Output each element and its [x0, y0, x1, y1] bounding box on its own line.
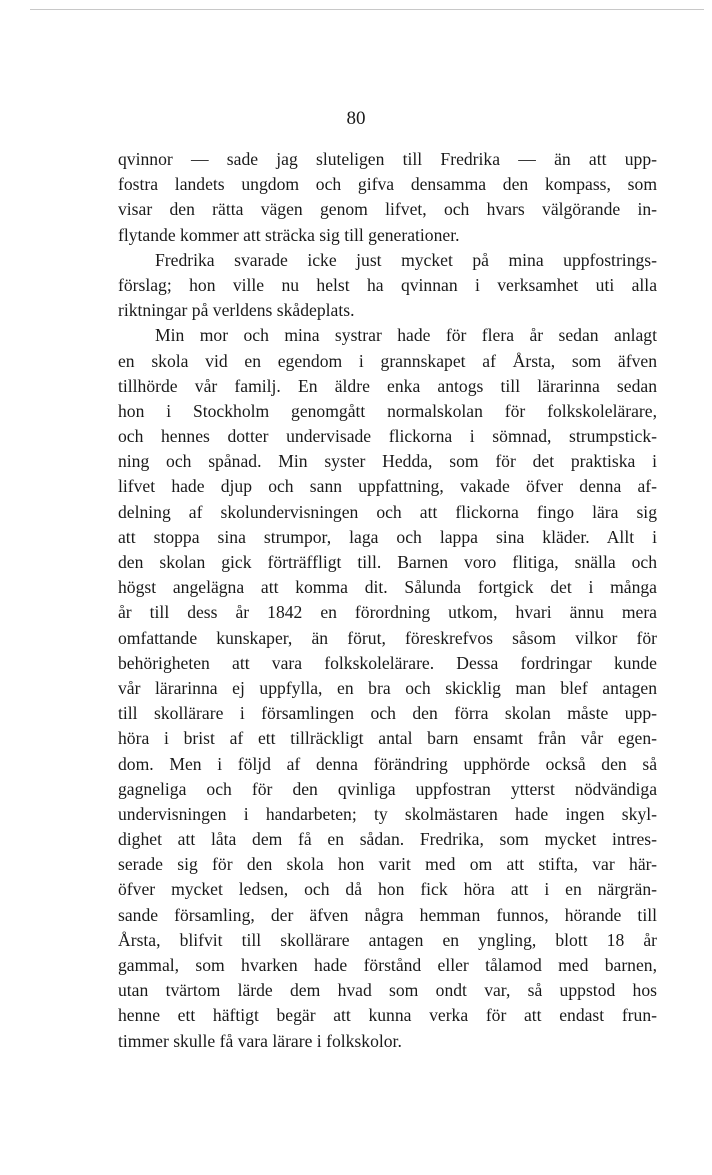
text-line: Fredrika svarade icke just mycket på mina uppfostrings- [155, 249, 657, 270]
text-line: sande församling, der äfven några hemman funnos, hörande till [118, 904, 657, 925]
text-line: utan tvärtom lärde dem hvad som ondt var, så uppstod hos [118, 980, 657, 1001]
text-line: tillhörde vår familj. En äldre enka antogs till lärarinna sedan [118, 375, 657, 396]
text-line: fostra landets ungdom och gifva densamma den kompass, som [118, 174, 657, 195]
text-line: vår lärarinna ej uppfylla, en bra och skicklig man blef antagen [118, 677, 657, 698]
page-number: 80 [346, 108, 366, 129]
text-line: dighet att låta dem få en sådan. Fredrika, som mycket intres- [118, 829, 657, 850]
text-line: Min mor och mina systrar hade för flera år sedan anlagt [155, 325, 657, 346]
text-line: år till dess år 1842 en förordning utkom, hvari ännu mera [118, 602, 657, 623]
text-line: serade sig för den skola hon varit med om att stifta, var här- [118, 854, 657, 875]
body-text [118, 147, 657, 1054]
text-line: visar den rätta vägen genom lifvet, och hvars välgörande in- [118, 199, 657, 220]
text-line: qvinnor — sade jag sluteligen till Fredrika — än att upp- [118, 149, 657, 169]
text-line: behörigheten att vara folkskolelärare. Dessa fordringar kunde [118, 652, 657, 673]
text-line: ning och spånad. Min syster Hedda, som för det praktiska i [118, 451, 657, 472]
text-line: en skola vid en egendom i grannskapet af Årsta, som äfven [118, 350, 657, 371]
text-line: hon i Stockholm genomgått normalskolan för folkskolelärare, [118, 400, 657, 421]
text-line: henne ett häftigt begär att kunna verka för att endast frun- [118, 1005, 657, 1026]
text-line: riktningar på verldens skådeplats. [118, 300, 355, 321]
text-line: omfattande kunskaper, än förut, föreskrefvos såsom vilkor för [118, 627, 657, 648]
text-line: högst angelägna att komma dit. Sålunda fortgick det i många [118, 577, 657, 598]
text-line: öfver mycket ledsen, och då hon fick höra att i en närgrän- [118, 879, 657, 900]
text-line: undervisningen i handarbeten; ty skolmästaren hade ingen skyl- [118, 803, 657, 824]
text-line: delning af skolundervisningen och att flickorna fingo lära sig [118, 501, 657, 522]
page-edge-line [30, 9, 704, 10]
text-line: till skollärare i församlingen och den förra skolan måste upp- [118, 703, 657, 724]
text-line: timmer skulle få vara lärare i folkskolor. [118, 1030, 402, 1051]
text-line: flytande kommer att sträcka sig till generationer. [118, 224, 460, 245]
text-line: höra i brist af ett tillräckligt antal barn ensamt från vår egen- [118, 728, 657, 749]
text-line: att stoppa sina strumpor, laga och lappa sina kläder. Allt i [118, 526, 657, 547]
text-line: gagneliga och för den qvinliga uppfostran ytterst nödvändiga [118, 778, 657, 799]
text-line: Årsta, blifvit till skollärare antagen en yngling, blott 18 år [118, 929, 657, 950]
text-line: förslag; hon ville nu helst ha qvinnan i verksamhet uti alla [118, 274, 657, 295]
text-line: och hennes dotter undervisade flickorna i sömnad, strumpstick- [118, 426, 657, 447]
text-line: lifvet hade djup och sann uppfattning, vakade öfver denna af- [118, 476, 657, 497]
text-line: dom. Men i följd af denna förändring upphörde också den så [118, 753, 657, 774]
text-line: gammal, som hvarken hade förstånd eller tålamod med barnen, [118, 955, 657, 975]
text-line: den skolan gick förträffligt till. Barnen voro flitiga, snälla och [118, 552, 657, 572]
